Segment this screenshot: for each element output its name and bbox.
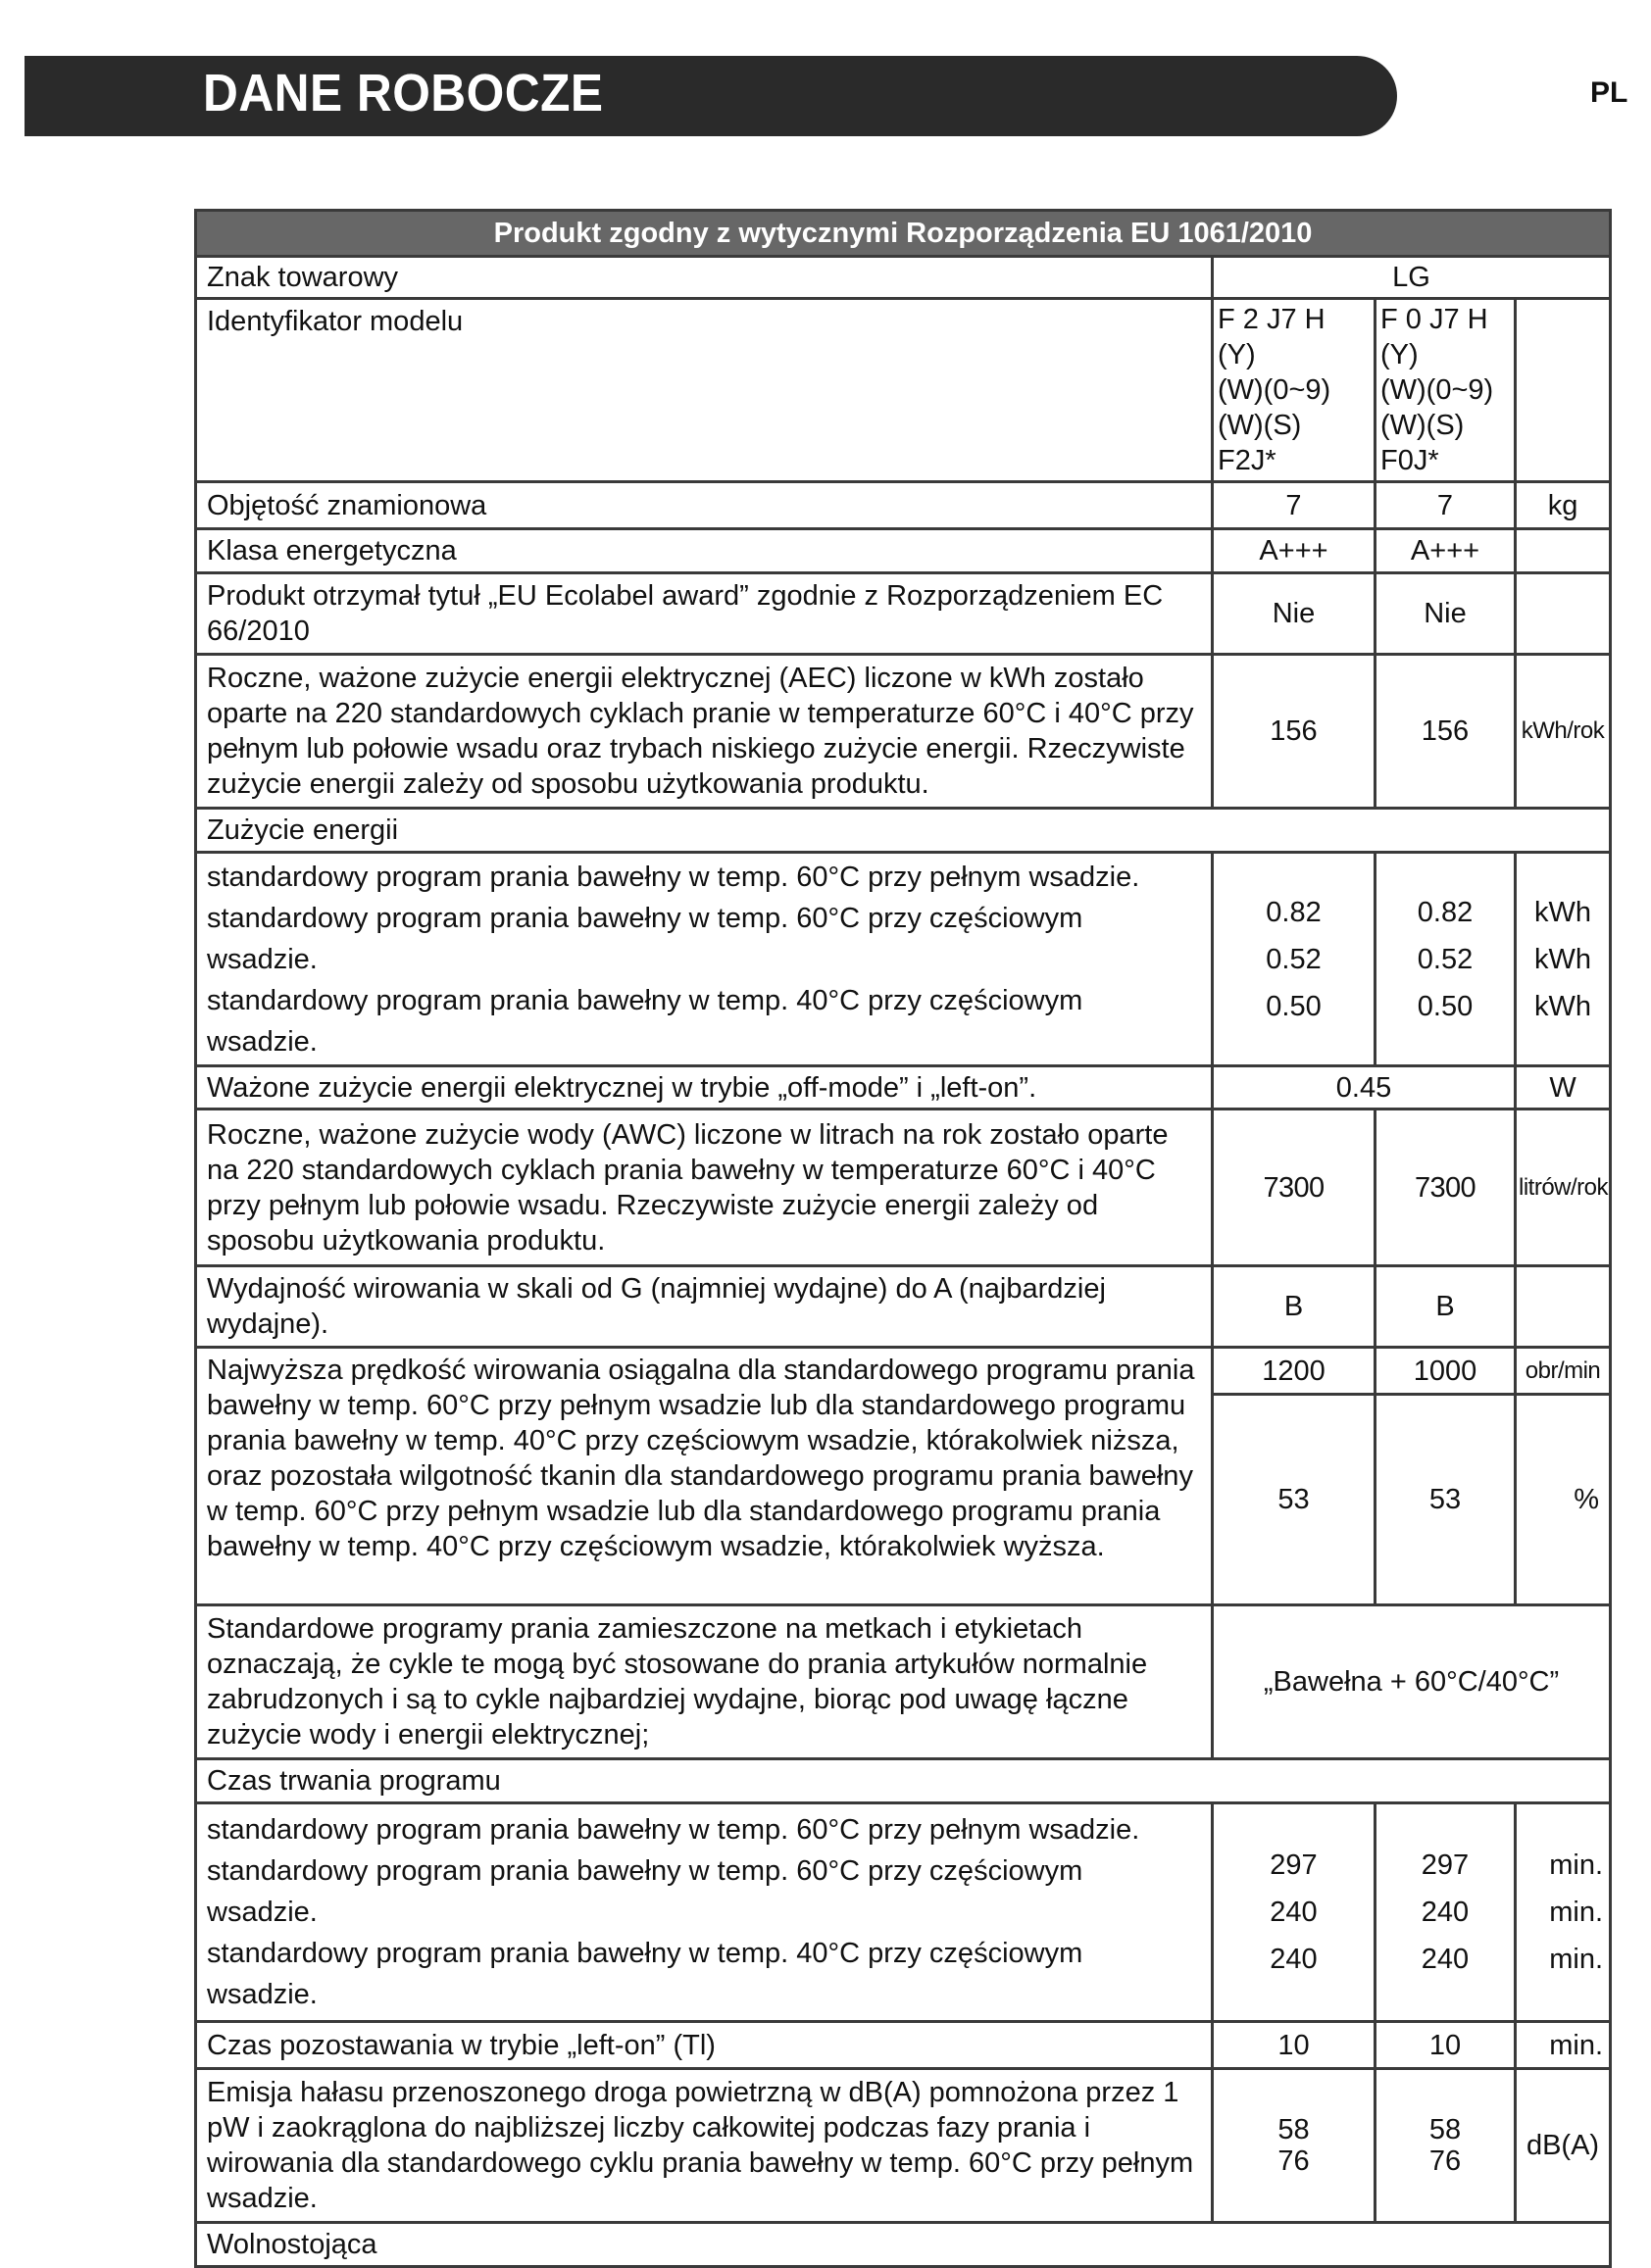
duration-row-1-value-2: 297 [1421, 1849, 1470, 1881]
language-code: PL [1590, 76, 1628, 109]
lefton-unit: min. [1516, 2022, 1611, 2069]
table-row-awc [196, 1109, 1611, 1266]
duration-row-2-value-1: 240 [1270, 1897, 1318, 1928]
energy-row-1-unit: kWh [1534, 896, 1592, 928]
energy-row-2-label: standardowy program prania bawełny w temp. 60°C przy częściowym wsadzie. [207, 902, 1083, 975]
energy-class-label: Klasa energetyczna [196, 529, 1213, 573]
model-2-line3: F0J* [1380, 445, 1439, 476]
energy-class-value-2: A+++ [1376, 529, 1516, 573]
spin-speed-label: Najwyższa prędkość wirowania osiągalna dla standardowego programu prania bawełny w temp. 60°C przy pełnym wsadzie lub dla standardowego programu prania bawełny w temp. 40°C przy częściowym wsadzie, którakolwiek niższa, oraz pozostała wilgotność tkanin dla standardowego programu prania bawełny w temp. 60°C przy pełnym wsadzie lub dla standardowego programu prania bawełny w temp. 40°C przy częściowym wsadzie, którakolwiek wyższa. [196, 1348, 1213, 1605]
energy-row-3-value-1: 0.50 [1266, 990, 1322, 1022]
energy-values-col-1 [1213, 853, 1376, 1066]
offmode-unit: W [1516, 1066, 1611, 1109]
ecolabel-value-2: Nie [1376, 573, 1516, 655]
ecolabel-label: Produkt otrzymał tytuł „EU Ecolabel award” zgodnie z Rozporządzeniem EC 66/2010 [196, 573, 1213, 655]
duration-row-1-value-1: 297 [1270, 1849, 1318, 1881]
awc-label: Roczne, ważone zużycie wody (AWC) liczone w litrach na rok zostało oparte na 220 standardowych cyklach prania bawełny w temperaturze 60°C i 40°C przy pełnym lub połowie wsadu. Rzeczywiste zużycie energii zależy od sposobu użytkowania produktu. [196, 1109, 1213, 1266]
energy-row-2-value-1: 0.52 [1266, 943, 1322, 975]
ecolabel-unit [1516, 573, 1611, 655]
table-header-row [196, 211, 1611, 257]
moisture-value-2: 53 [1376, 1395, 1516, 1605]
model-1-line1: F 2 J7 H (Y) [1218, 304, 1326, 370]
table-row-standard-programs [196, 1605, 1611, 1759]
table-row-offmode [196, 1066, 1611, 1109]
spin-class-value-2: B [1376, 1266, 1516, 1348]
noise-unit: dB(A) [1516, 2069, 1611, 2223]
duration-row-3-value-1: 240 [1270, 1944, 1318, 1975]
ecolabel-value-1: Nie [1213, 573, 1376, 655]
table-row-trademark [196, 257, 1611, 299]
capacity-unit: kg [1516, 482, 1611, 529]
table-row-capacity [196, 482, 1611, 529]
energy-row-2-value-2: 0.52 [1417, 943, 1474, 975]
spin-class-label: Wydajność wirowania w skali od G (najmniej wydajne) do A (najbardziej wydajne). [196, 1266, 1213, 1348]
moisture-unit: % [1516, 1395, 1611, 1605]
duration-rows-labels [196, 1803, 1213, 2022]
table-row-freestanding [196, 2223, 1611, 2267]
duration-row-3-unit: min. [1549, 1944, 1604, 1975]
duration-row-2-unit: min. [1549, 1897, 1604, 1928]
table-row-duration-values [196, 1803, 1611, 2022]
noise-values-2 [1376, 2069, 1516, 2223]
standard-programs-value: „Bawełna + 60°C/40°C” [1213, 1605, 1611, 1759]
duration-values-col-1 [1213, 1803, 1376, 2022]
table-row-model-id [196, 299, 1611, 482]
trademark-value: LG [1213, 257, 1611, 299]
awc-unit: litrów/rok [1516, 1109, 1611, 1266]
noise-values-1 [1213, 2069, 1376, 2223]
aec-value-1: 156 [1213, 655, 1376, 809]
noise-wash-value-2: 58 [1428, 2114, 1462, 2145]
model-2-line1: F 0 J7 H (Y) [1380, 304, 1488, 370]
model-2-line2: (W)(0~9)(W)(S) [1380, 374, 1494, 441]
table-row-energy-class [196, 529, 1611, 573]
awc-value-1: 7300 [1213, 1109, 1376, 1266]
spin-speed-unit: obr/min [1516, 1348, 1611, 1395]
aec-unit: kWh/rok [1516, 655, 1611, 809]
table-row-lefton [196, 2022, 1611, 2069]
spin-speed-value-1: 1200 [1213, 1348, 1376, 1395]
energy-row-3-value-2: 0.50 [1417, 990, 1474, 1022]
awc-value-2: 7300 [1376, 1109, 1516, 1266]
energy-row-3-label: standardowy program prania bawełny w temp. 40°C przy częściowym wsadzie. [207, 984, 1083, 1058]
noise-spin-value-1: 76 [1277, 2145, 1310, 2177]
standard-programs-label: Standardowe programy prania zamieszczone na metkach i etykietach oznaczają, że cykle te mogą być stosowane do prania artykułów normalnie zabrudzonych i są to cykle najbardziej wydajne, biorąc pod uwagę łączne zużycie wody i energii elektrycznej; [196, 1605, 1213, 1759]
model-id-1 [1213, 299, 1376, 482]
moisture-value-1: 53 [1213, 1395, 1376, 1605]
energy-section-label: Zużycie energii [196, 809, 1611, 853]
page-title: DANE ROBOCZE [203, 64, 604, 123]
table-row-ecolabel [196, 573, 1611, 655]
spec-table [194, 209, 1612, 2268]
lefton-value-1: 10 [1213, 2022, 1376, 2069]
table-row-energy-values [196, 853, 1611, 1066]
freestanding-label: Wolnostojąca [196, 2223, 1611, 2267]
table-header: Produkt zgodny z wytycznymi Rozporządzenia EU 1061/2010 [196, 211, 1611, 257]
model-id-label: Identyfikator modelu [196, 299, 1213, 482]
lefton-value-2: 10 [1376, 2022, 1516, 2069]
energy-class-unit [1516, 529, 1611, 573]
offmode-label: Ważone zużycie energii elektrycznej w trybie „off-mode” i „left-on”. [196, 1066, 1213, 1109]
capacity-value-1: 7 [1213, 482, 1376, 529]
energy-row-3-unit: kWh [1534, 990, 1592, 1022]
energy-row-1-label: standardowy program prania bawełny w temp. 60°C przy pełnym wsadzie. [207, 861, 1140, 893]
spin-speed-value-2: 1000 [1376, 1348, 1516, 1395]
duration-row-3-value-2: 240 [1421, 1944, 1470, 1975]
capacity-value-2: 7 [1376, 482, 1516, 529]
energy-row-1-value-1: 0.82 [1266, 896, 1322, 928]
duration-row-1-unit: min. [1549, 1849, 1604, 1881]
model-1-line3: F2J* [1218, 445, 1276, 476]
noise-label: Emisja hałasu przenoszonego droga powietrzną w dB(A) pomnożona przez 1 pW i zaokrąglona do najbliższej liczby całkowitej podczas fazy prania i wirowania dla standardowego cyklu prania bawełny w temp. 60°C przy pełnym wsadzie. [196, 2069, 1213, 2223]
spin-class-unit [1516, 1266, 1611, 1348]
duration-row-2-value-2: 240 [1421, 1897, 1470, 1928]
table-row-energy-section [196, 809, 1611, 853]
offmode-value: 0.45 [1213, 1066, 1516, 1109]
capacity-label: Objętość znamionowa [196, 482, 1213, 529]
aec-value-2: 156 [1376, 655, 1516, 809]
energy-class-value-1: A+++ [1213, 529, 1376, 573]
table-row-noise [196, 2069, 1611, 2223]
duration-units-col [1516, 1803, 1611, 2022]
energy-values-col-2 [1376, 853, 1516, 1066]
lefton-label: Czas pozostawania w trybie „left-on” (Tl) [196, 2022, 1213, 2069]
energy-rows-labels [196, 853, 1213, 1066]
energy-row-2-unit: kWh [1534, 943, 1592, 975]
duration-row-3-label: standardowy program prania bawełny w temp. 40°C przy częściowym wsadzie. [207, 1938, 1083, 2010]
noise-wash-value-1: 58 [1277, 2114, 1310, 2145]
table-row-spin-class [196, 1266, 1611, 1348]
model-id-unit [1516, 299, 1611, 482]
aec-label: Roczne, ważone zużycie energii elektrycznej (AEC) liczone w kWh zostało oparte na 220 standardowych cyklach pranie w temperaturze 60°C i 40°C przy pełnym lub połowie wsadu oraz trybach niskiego zużycie energii. Rzeczywiste zużycie energii zależy od sposobu użytkowania produktu. [196, 655, 1213, 809]
energy-units-col [1516, 853, 1611, 1066]
energy-row-1-value-2: 0.82 [1417, 896, 1474, 928]
spin-class-value-1: B [1213, 1266, 1376, 1348]
table-row-aec [196, 655, 1611, 809]
table-row-spin-speed [196, 1348, 1611, 1395]
duration-values-col-2 [1376, 1803, 1516, 2022]
noise-spin-value-2: 76 [1428, 2145, 1462, 2177]
duration-section-label: Czas trwania programu [196, 1759, 1611, 1803]
duration-row-1-label: standardowy program prania bawełny w temp. 60°C przy pełnym wsadzie. [207, 1814, 1140, 1846]
table-row-duration-section [196, 1759, 1611, 1803]
model-1-line2: (W)(0~9)(W)(S) [1218, 374, 1331, 441]
trademark-label: Znak towarowy [196, 257, 1213, 299]
duration-row-2-label: standardowy program prania bawełny w temp. 60°C przy częściowym wsadzie. [207, 1855, 1083, 1928]
model-id-2 [1376, 299, 1516, 482]
